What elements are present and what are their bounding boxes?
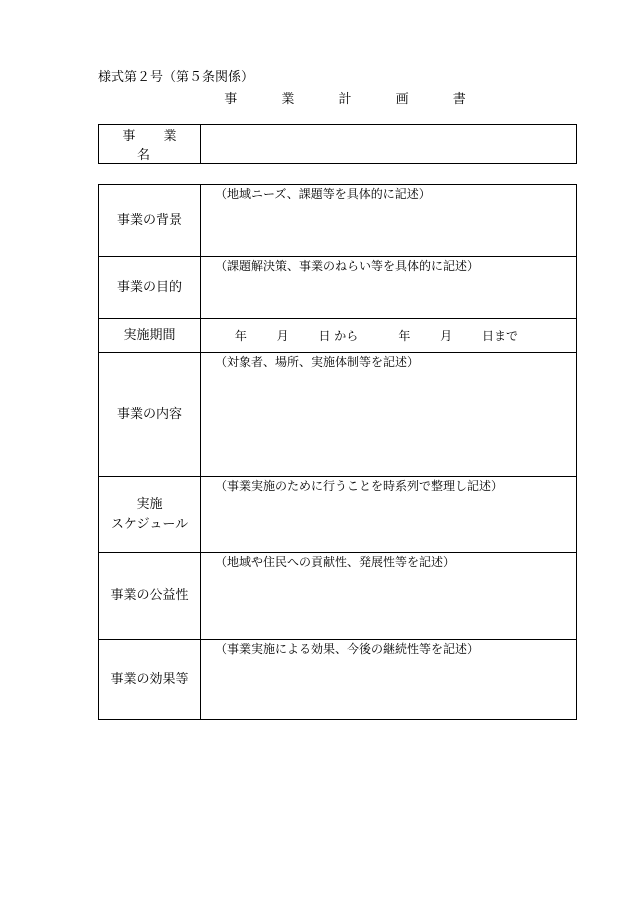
content-label: 事業の内容	[99, 353, 201, 477]
background-field[interactable]	[201, 185, 577, 257]
period-start-year: 年	[234, 329, 247, 343]
purpose-hint: （課題解決策、事業のねらい等を具体的に記述）	[215, 259, 480, 273]
period-start-month: 月	[276, 329, 289, 343]
row-background	[99, 185, 577, 257]
period-label: 実施期間	[99, 319, 201, 353]
purpose-label: 事業の目的	[99, 257, 201, 319]
schedule-label-line1: 実施	[136, 496, 163, 512]
business-name-field[interactable]	[201, 125, 577, 164]
period-field[interactable]	[201, 319, 577, 353]
effects-field[interactable]	[201, 640, 577, 720]
public-benefit-field[interactable]	[201, 553, 577, 640]
row-period	[99, 319, 577, 353]
background-label: 事業の背景	[99, 185, 201, 257]
period-end-year: 年	[398, 329, 411, 343]
period-end-month: 月	[440, 329, 453, 343]
public-benefit-label: 事業の公益性	[99, 553, 201, 640]
schedule-field[interactable]	[201, 477, 577, 553]
content-hint: （対象者、場所、実施体制等を記述）	[215, 355, 420, 369]
row-purpose	[99, 257, 577, 319]
row-content	[99, 353, 577, 477]
content-field[interactable]	[201, 353, 577, 477]
background-hint: （地域ニーズ、課題等を具体的に記述）	[215, 187, 431, 201]
schedule-label	[99, 477, 201, 553]
effects-hint: （事業実施による効果、今後の継続性等を記述）	[215, 642, 480, 656]
schedule-hint: （事業実施のために行うことを時系列で整理し記述）	[215, 479, 504, 493]
schedule-label-line2: スケジュール	[110, 516, 189, 532]
business-name-label: 事 業 名	[99, 125, 201, 164]
purpose-field[interactable]	[201, 257, 577, 319]
row-public-benefit	[99, 553, 577, 640]
business-name-table	[98, 124, 577, 164]
period-end-day: 日まで	[481, 329, 518, 343]
business-plan-table	[98, 184, 577, 720]
row-schedule	[99, 477, 577, 553]
effects-label: 事業の効果等	[99, 640, 201, 720]
document-title: 事 業 計 画 書	[224, 92, 486, 107]
row-effects	[99, 640, 577, 720]
public-benefit-hint: （地域や住民への貢献性、発展性等を記述）	[215, 555, 456, 569]
form-number-label: 様式第２号（第５条関係）	[98, 70, 255, 85]
period-start-day: 日 から	[318, 329, 359, 343]
